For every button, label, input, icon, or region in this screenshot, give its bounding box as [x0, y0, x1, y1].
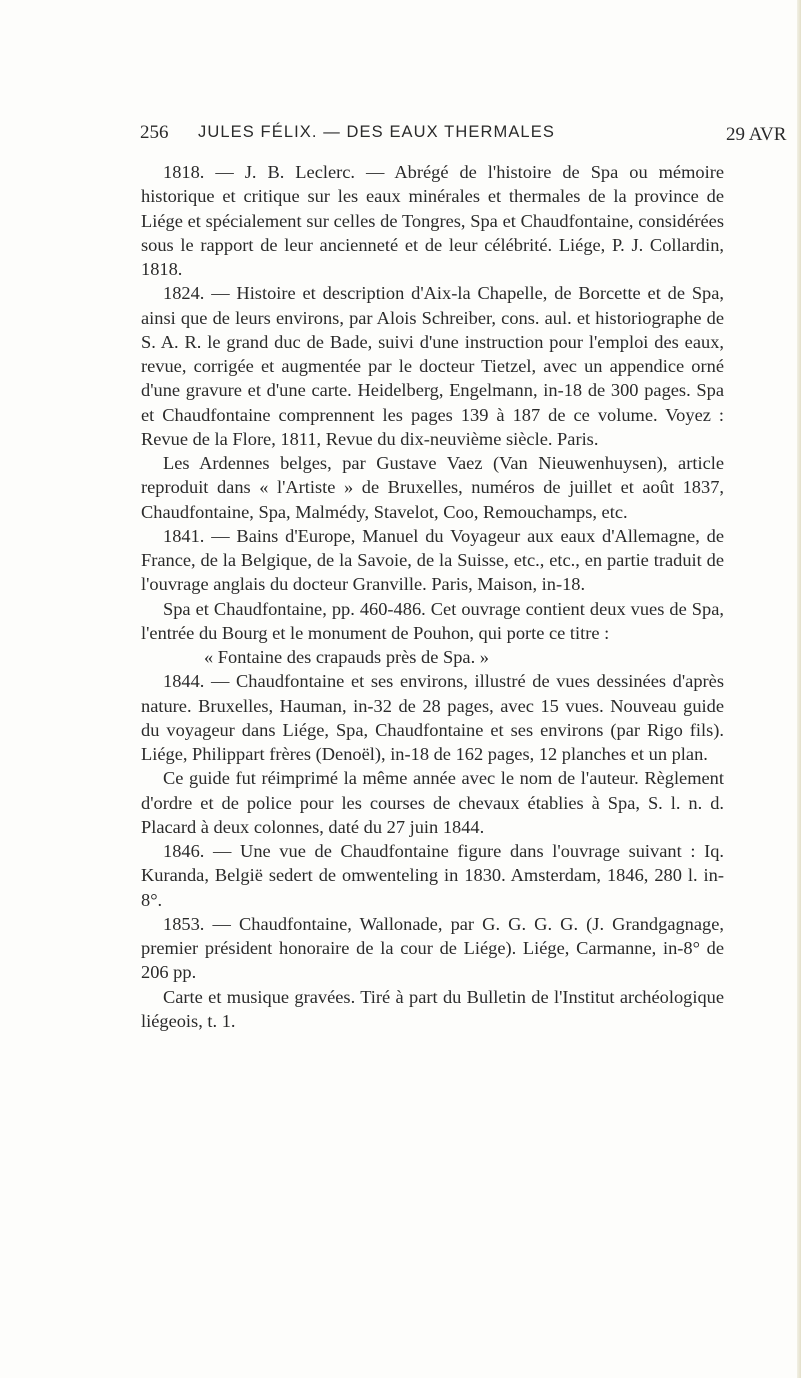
page-edge — [797, 0, 801, 1378]
paragraph-guide: Ce guide fut réimprimé la même année avec le nom de l'auteur. Règlement d'ordre et de police pour les courses de chevaux établies à Spa, S. l. n. d. Placard à deux colonnes, daté du 27 juin 1844. — [141, 768, 724, 837]
paragraph-1846: 1846. — Une vue de Chaudfontaine figure dans l'ouvrage suivant : Iq. Kuranda, België sedert de omwenteling in 1830. Amsterdam, 1846, 280 l. in-8°. — [141, 841, 724, 910]
paragraph-spa-chaudfontaine: Spa et Chaudfontaine, pp. 460-486. Cet ouvrage contient deux vues de Spa, l'entrée du Bourg et le monument de Pouhon, qui porte ce titre : — [141, 598, 724, 643]
running-header — [0, 122, 801, 148]
paragraph-carte: Carte et musique gravées. Tiré à part du Bulletin de l'Institut archéologique liégeois, t. 1. — [141, 986, 724, 1031]
body-text — [141, 160, 724, 1033]
paragraph-1824: 1824. — Histoire et description d'Aix-la Chapelle, de Borcette et de Spa, ainsi que de leurs environs, par Alois Schreiber, cons. aul. et historiographe de S. A. R. le grand duc de Bade, suivi d'une instruction pour l'emploi des eaux, revue, corrigée et augmentée par le docteur Tietzel, avec un appendice orné d'une gravure et d'une carte. Heidelberg, Engelmann, in-18 de 300 pages. Spa et Chaudfontaine comprennent les pages 139 à 187 de ce volume. Voyez : Revue de la Flore, 1811, Revue du dix-neuvième siècle. Paris. — [141, 283, 724, 449]
page-number: 256 — [140, 122, 169, 143]
paragraph-1841: 1841. — Bains d'Europe, Manuel du Voyageur aux eaux d'Allemagne, de France, de la Belgique, de la Savoie, de la Suisse, etc., etc., en partie traduit de l'ouvrage anglais du docteur Granville. Paris, Maison, in-18. — [141, 525, 724, 595]
paragraph-1844: 1844. — Chaudfontaine et ses environs, illustré de vues dessinées d'après nature. Bruxelles, Hauman, in-32 de 28 pages, avec 15 vues. Nouveau guide du voyageur dans Liége, Spa, Chaudfontaine et ses environs (par Rigo fils). Liége, Philippart frères (Denoël), in-18 de 162 pages, 12 planches et un plan. — [141, 671, 724, 764]
paragraph-1818: 1818. — J. B. Leclerc. — Abrégé de l'histoire de Spa ou mémoire historique et critique sur les eaux minérales et thermales de la province de Liége et spécialement sur celles de Tongres, Spa et Chaudfontaine, considérées sous le rapport de leur ancienneté et de leur célébrité. Liége, P. J. Collardin, 1818. — [141, 162, 724, 279]
paragraph-ardennes: Les Ardennes belges, par Gustave Vaez (Van Nieuwenhuysen), article reproduit dans « l'Artiste » de Bruxelles, numéros de juillet et août 1837, Chaudfontaine, Spa, Malmédy, Stavelot, Coo, Remouchamps, etc. — [141, 453, 724, 522]
corner-annotation: 29 AVR — [726, 124, 787, 145]
running-title: JULES FÉLIX. — DES EAUX THERMALES — [198, 123, 555, 141]
quote-fontaine: « Fontaine des crapauds près de Spa. » — [204, 647, 489, 667]
paragraph-1853: 1853. — Chaudfontaine, Wallonade, par G. G. G. G. (J. Grandgagnage, premier président honoraire de la cour de Liége). Liége, Carmanne, in-8° de 206 pp. — [141, 913, 724, 983]
